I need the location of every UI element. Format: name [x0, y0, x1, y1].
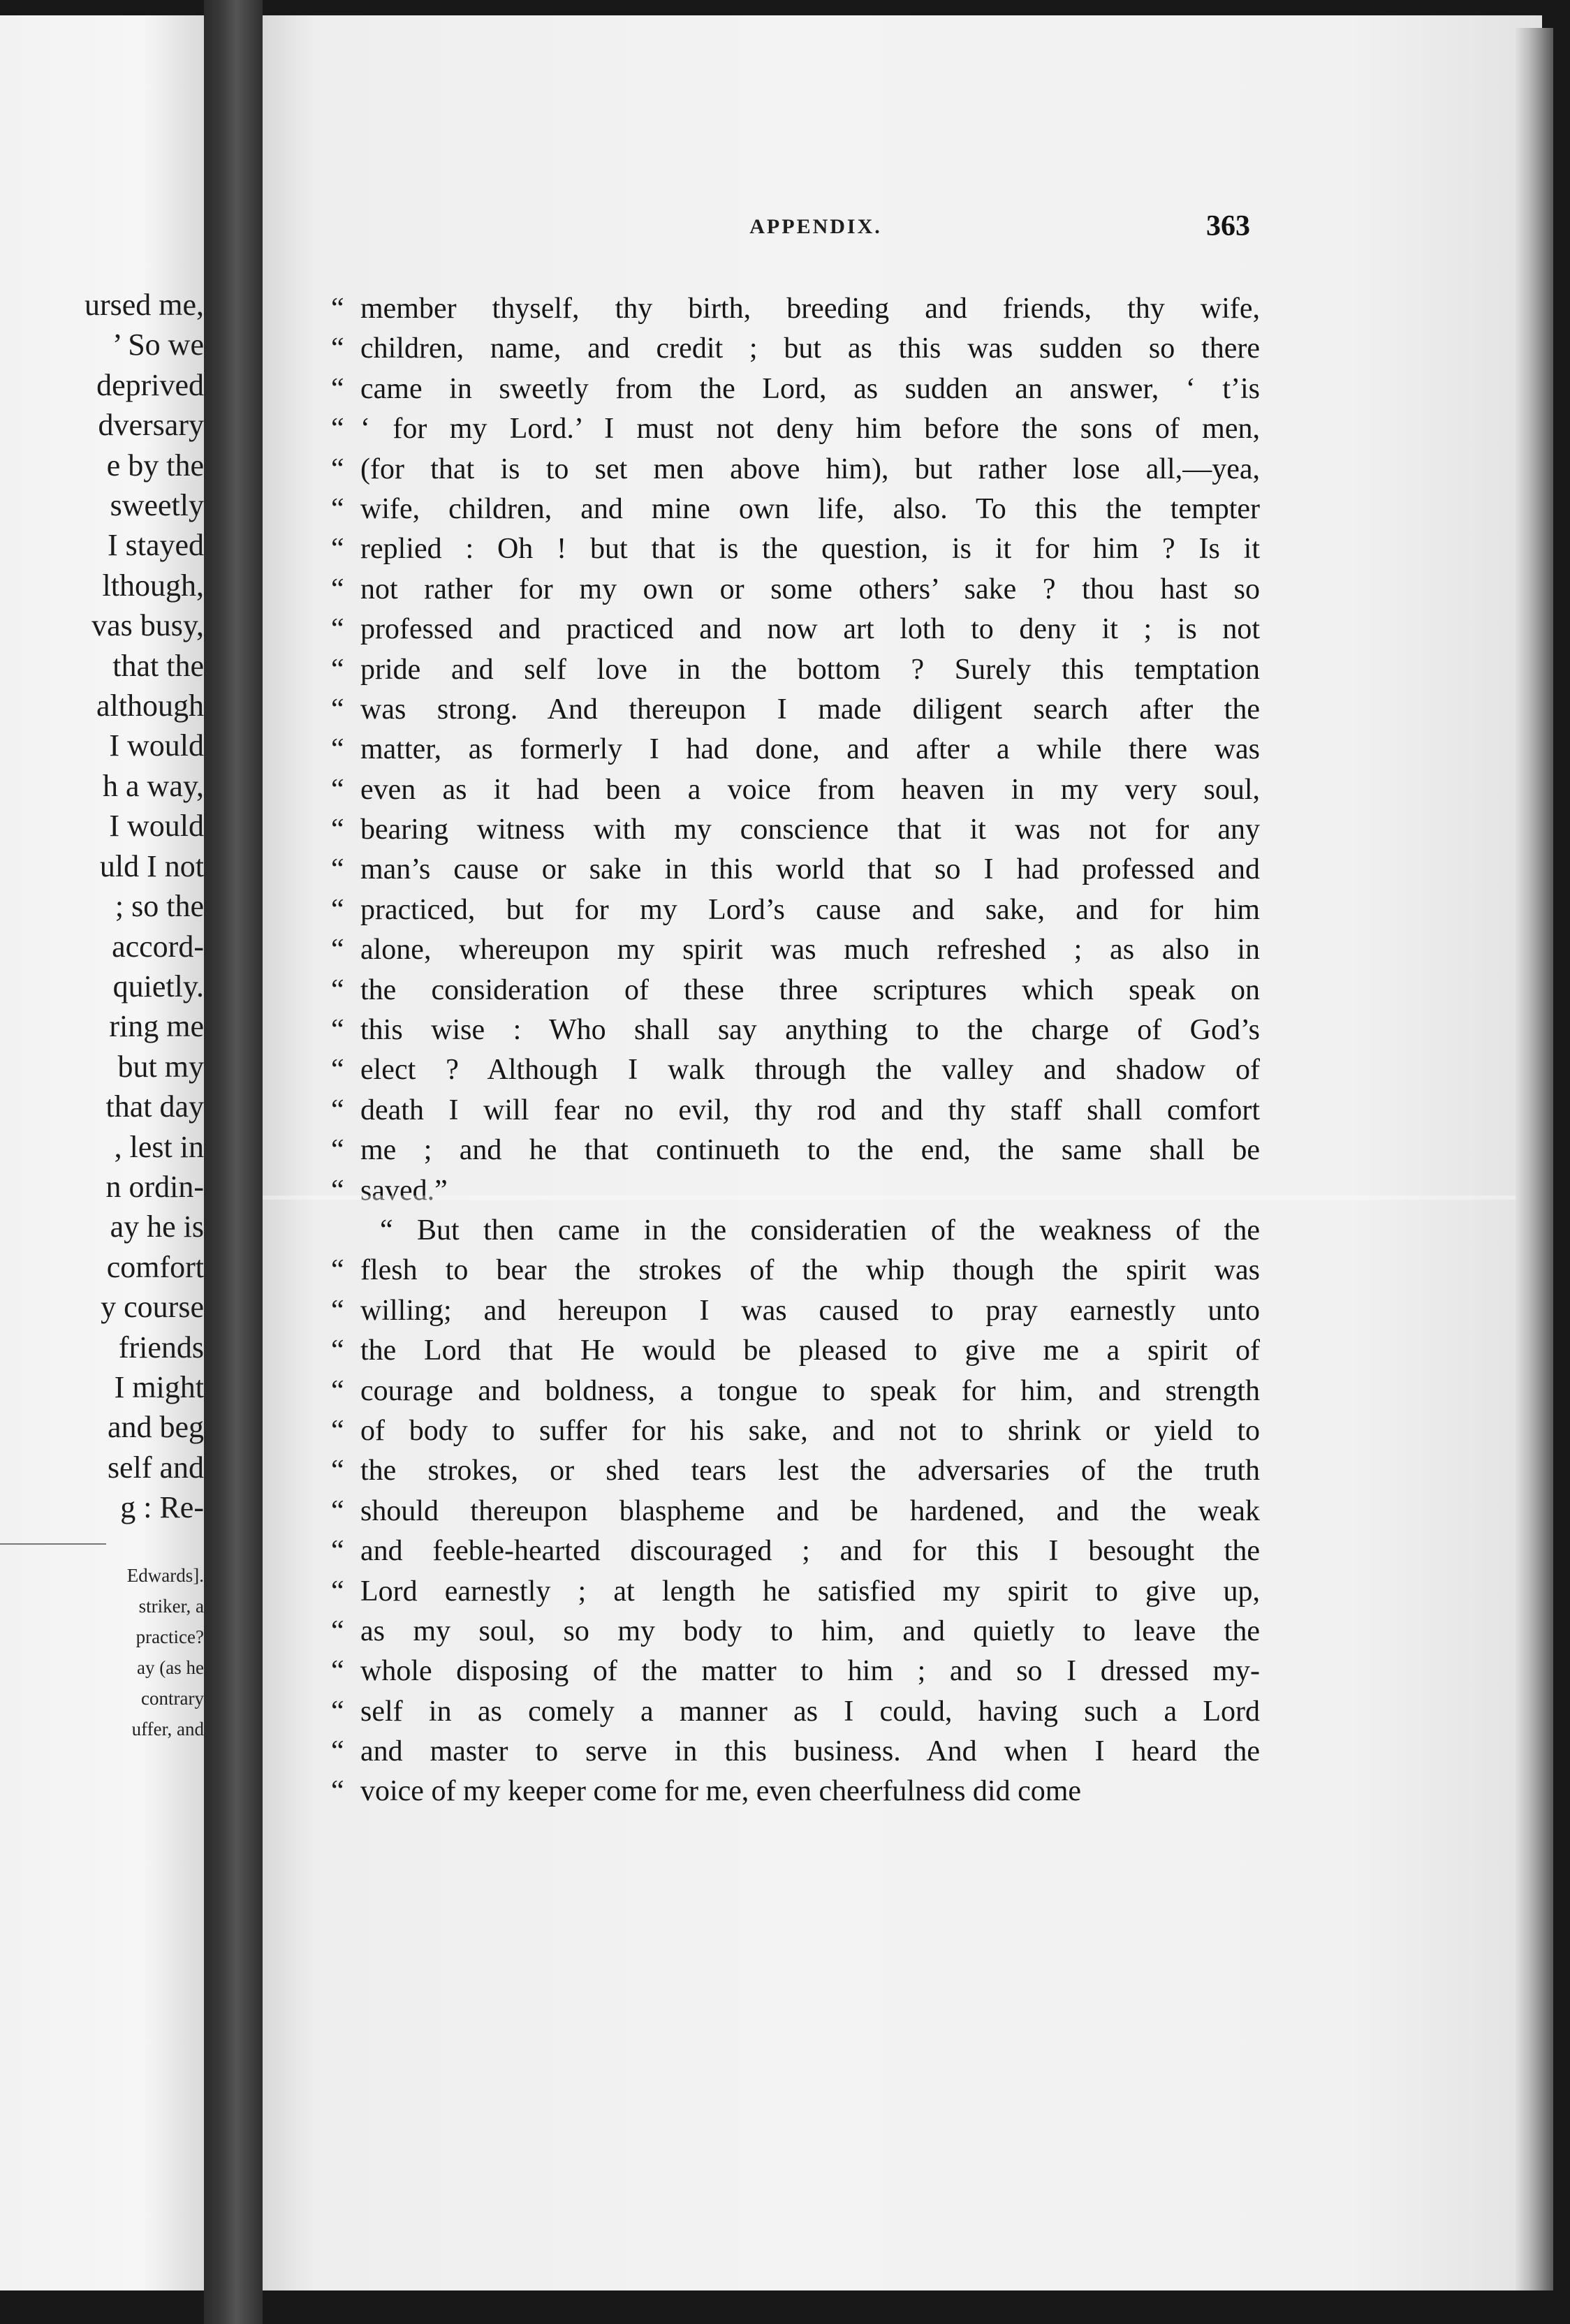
quote-mark: “: [331, 533, 344, 566]
text-line-content: even as it had been a voice from heaven in my very soul,: [360, 773, 1260, 806]
text-line: [331, 1612, 1260, 1652]
text-line-content: bearing witness with my conscience that it was not for any: [360, 814, 1260, 846]
text-line: [331, 1291, 1260, 1331]
text-line: [331, 1451, 1260, 1491]
text-line-content: children, name, and credit ; but as this was sudden so there: [360, 332, 1260, 365]
previous-page-line: ursed me,: [84, 288, 204, 322]
quote-mark: “: [331, 372, 344, 405]
text-line: [331, 1772, 1260, 1811]
text-line-content: as my soul, so my body to him, and quietly to leave the: [360, 1615, 1260, 1647]
page-edge-stack: [1516, 28, 1553, 2290]
text-line: [331, 1371, 1260, 1411]
previous-page-line: but my: [117, 1049, 204, 1084]
text-line: [331, 650, 1260, 690]
quote-mark: “: [331, 453, 344, 485]
text-line-content: Lord earnestly ; at length he satisfied my spirit to give up,: [360, 1575, 1260, 1608]
quote-mark: “: [331, 1294, 344, 1327]
paragraph-1: [331, 289, 1260, 1211]
text-line-content: voice of my keeper come for me, even cheerfulness did come: [360, 1775, 1082, 1808]
previous-page-footnote-line: striker, a: [138, 1596, 204, 1617]
previous-page-footnote-line: ay (as he: [137, 1657, 204, 1678]
quote-mark: “: [331, 1134, 344, 1167]
text-line-content: whole disposing of the matter to him ; and so I dressed my-: [360, 1655, 1260, 1688]
text-line: [331, 1652, 1260, 1691]
quote-mark: “: [331, 1054, 344, 1087]
previous-page-line: accord-: [112, 929, 204, 964]
previous-page-footnote-line: Edwards].: [126, 1565, 204, 1586]
quote-mark: “: [331, 1414, 344, 1447]
quote-mark: “: [331, 973, 344, 1006]
text-line-content: member thyself, thy birth, breeding and friends, thy wife,: [360, 293, 1260, 325]
text-line-content: professed and practiced and now art loth to deny it ; is not: [360, 613, 1260, 646]
previous-page-line: y course: [101, 1290, 204, 1325]
text-line: [331, 1010, 1260, 1050]
page-number: 363: [1206, 210, 1250, 242]
previous-page-footnotes: [0, 1560, 204, 1744]
text-line-content: courage and boldness, a tongue to speak for him, and strength: [360, 1374, 1260, 1407]
text-line: [331, 1572, 1260, 1612]
text-line-content: replied : Oh ! but that is the question, is it for him ? Is it: [360, 533, 1260, 566]
text-line-content: matter, as formerly I had done, and after a while there was: [360, 733, 1260, 766]
text-line: [331, 890, 1260, 930]
text-line: [331, 730, 1260, 770]
previous-page-line: ; so the: [115, 889, 204, 924]
running-head-title: APPENDIX.: [749, 215, 882, 238]
previous-page-line: lthough,: [102, 568, 204, 603]
text-line-content: pride and self love in the bottom ? Surely this temptation: [360, 653, 1260, 686]
quote-mark: “: [331, 1174, 344, 1207]
quote-mark: “: [331, 773, 344, 806]
text-line: [331, 810, 1260, 850]
quote-mark: “: [331, 733, 344, 766]
quote-mark: “: [331, 1094, 344, 1126]
previous-page-line: that the: [112, 648, 204, 683]
previous-page-line: quietly.: [112, 969, 204, 1003]
text-line: [331, 610, 1260, 649]
previous-page-line: that day: [105, 1089, 204, 1124]
text-line-content: should thereupon blaspheme and be hardened, and the weak: [360, 1494, 1260, 1527]
text-line-content: ‘ for my Lord.’ I must not deny him before the sons of men,: [360, 413, 1260, 446]
quote-mark: “: [331, 573, 344, 605]
text-line-content: saved.”: [360, 1174, 448, 1207]
previous-page-line: ay he is: [110, 1209, 204, 1244]
quote-mark: “: [331, 293, 344, 325]
text-line: [331, 289, 1260, 329]
text-line-content: the consideration of these three scriptures which speak on: [360, 973, 1260, 1006]
text-line: [331, 971, 1260, 1010]
text-line-content: practiced, but for my Lord’s cause and sake, and for him: [360, 893, 1260, 926]
previous-page-footnote-line: contrary: [141, 1688, 204, 1709]
quote-mark: “: [331, 1334, 344, 1367]
text-line-content: of body to suffer for his sake, and not to shrink or yield to: [360, 1414, 1260, 1447]
previous-page-line: I would: [109, 728, 204, 763]
previous-page-footnote-line: uffer, and: [131, 1719, 204, 1740]
previous-page-line: h a way,: [103, 768, 204, 803]
quote-mark: “: [331, 653, 344, 686]
text-line-content: came in sweetly from the Lord, as sudden an answer, ‘ t’is: [360, 372, 1260, 405]
quote-mark: “: [331, 413, 344, 446]
previous-page-line: , lest in: [114, 1129, 204, 1164]
text-line: [331, 329, 1260, 369]
text-line-content: wife, children, and mine own life, also. To this the tempter: [360, 492, 1260, 525]
previous-page-line: I might: [114, 1369, 204, 1404]
text-line: [331, 1171, 1260, 1211]
book-gutter: [204, 0, 263, 2324]
quote-mark: “: [331, 1014, 344, 1047]
quote-mark: “: [331, 693, 344, 726]
previous-page-fragment: [0, 15, 204, 2290]
text-line: [331, 1732, 1260, 1772]
text-line: [331, 770, 1260, 810]
previous-page-line: friends: [118, 1330, 204, 1365]
previous-page-text: [0, 285, 204, 1528]
text-line-content: self in as comely a manner as I could, having such a Lord: [360, 1695, 1260, 1728]
quote-mark: “: [331, 1775, 344, 1808]
previous-page-line: sweetly: [110, 488, 204, 523]
previous-page-line: although: [96, 689, 204, 723]
text-line: [331, 529, 1260, 569]
text-line: [331, 1131, 1260, 1170]
text-line: [331, 1211, 1260, 1251]
quote-mark: “: [331, 814, 344, 846]
text-line-content: death I will fear no evil, thy rod and thy staff shall comfort: [360, 1094, 1260, 1126]
text-line-content: (for that is to set men above him), but rather lose all,—yea,: [360, 453, 1260, 485]
text-line-content: elect ? Although I walk through the valley and shadow of: [360, 1054, 1260, 1087]
quote-mark: “: [331, 1615, 344, 1647]
text-line: [331, 490, 1260, 529]
footnote-rule: [0, 1543, 106, 1545]
quote-mark: “: [331, 893, 344, 926]
previous-page-line: deprived: [96, 367, 204, 402]
text-line: [331, 1050, 1260, 1090]
quote-mark: “: [331, 1535, 344, 1568]
text-line-content: the Lord that He would be pleased to give me a spirit of: [360, 1334, 1260, 1367]
previous-page-line: e by the: [106, 448, 204, 483]
quote-mark: “: [331, 853, 344, 886]
text-line-content: flesh to bear the strokes of the whip though the spirit was: [360, 1254, 1260, 1287]
text-line-content: “ But then came in the consideratien of the weakness of the: [380, 1214, 1260, 1246]
previous-page-line: dversary: [98, 408, 204, 443]
page-363: [263, 15, 1542, 2290]
previous-page-line: I would: [109, 809, 204, 844]
text-line: [331, 409, 1260, 449]
text-line: [331, 1251, 1260, 1290]
previous-page-line: and beg: [107, 1410, 204, 1445]
paragraph-2: [331, 1211, 1260, 1812]
text-line-content: and feeble-hearted discouraged ; and for this I besought the: [360, 1535, 1260, 1568]
text-line: [331, 450, 1260, 490]
text-line: [331, 570, 1260, 610]
text-line-content: not rather for my own or some others’ sake ? thou hast so: [360, 573, 1260, 605]
quote-mark: “: [331, 1455, 344, 1487]
previous-page-line: self and: [107, 1450, 204, 1485]
previous-page-line: comfort: [106, 1249, 204, 1284]
previous-page-line: ring me: [109, 1009, 204, 1044]
text-line-content: willing; and hereupon I was caused to pray earnestly unto: [360, 1294, 1260, 1327]
previous-page-line: I stayed: [107, 528, 204, 563]
quote-mark: “: [331, 934, 344, 966]
quote-mark: “: [331, 1735, 344, 1768]
text-line: [331, 930, 1260, 970]
text-line: [331, 1531, 1260, 1571]
text-line-content: was strong. And thereupon I made diligent search after the: [360, 693, 1260, 726]
text-line-content: man’s cause or sake in this world that so I had professed and: [360, 853, 1260, 886]
previous-page-line: vas busy,: [91, 608, 204, 643]
text-line: [331, 1411, 1260, 1451]
text-line-content: me ; and he that continueth to the end, the same shall be: [360, 1134, 1260, 1167]
text-line-content: alone, whereupon my spirit was much refreshed ; as also in: [360, 934, 1260, 966]
text-line-content: this wise : Who shall say anything to the charge of God’s: [360, 1014, 1260, 1047]
quote-mark: “: [331, 1695, 344, 1728]
quote-mark: “: [331, 492, 344, 525]
previous-page-line: n ordin-: [105, 1169, 204, 1204]
text-line-content: and master to serve in this business. And when I heard the: [360, 1735, 1260, 1768]
previous-page-footnote-line: practice?: [135, 1626, 204, 1647]
quote-mark: “: [331, 1374, 344, 1407]
text-line: [331, 1331, 1260, 1371]
previous-page-line: ’ So we: [112, 328, 204, 362]
text-line: [331, 1692, 1260, 1732]
quote-mark: “: [331, 1494, 344, 1527]
quote-mark: “: [331, 1655, 344, 1688]
previous-page-line: uld I not: [99, 848, 204, 883]
text-line-content: the strokes, or shed tears lest the adversaries of the truth: [360, 1455, 1260, 1487]
quote-mark: “: [331, 1575, 344, 1608]
quote-mark: “: [331, 613, 344, 646]
text-line: [331, 1492, 1260, 1531]
text-line: [331, 690, 1260, 730]
quote-mark: “: [331, 332, 344, 365]
body-text: [331, 289, 1260, 1812]
text-line: [331, 369, 1260, 409]
text-line: [331, 850, 1260, 890]
quote-mark: “: [331, 1254, 344, 1287]
previous-page-line: g : Re-: [120, 1490, 204, 1525]
text-line: [331, 1091, 1260, 1131]
